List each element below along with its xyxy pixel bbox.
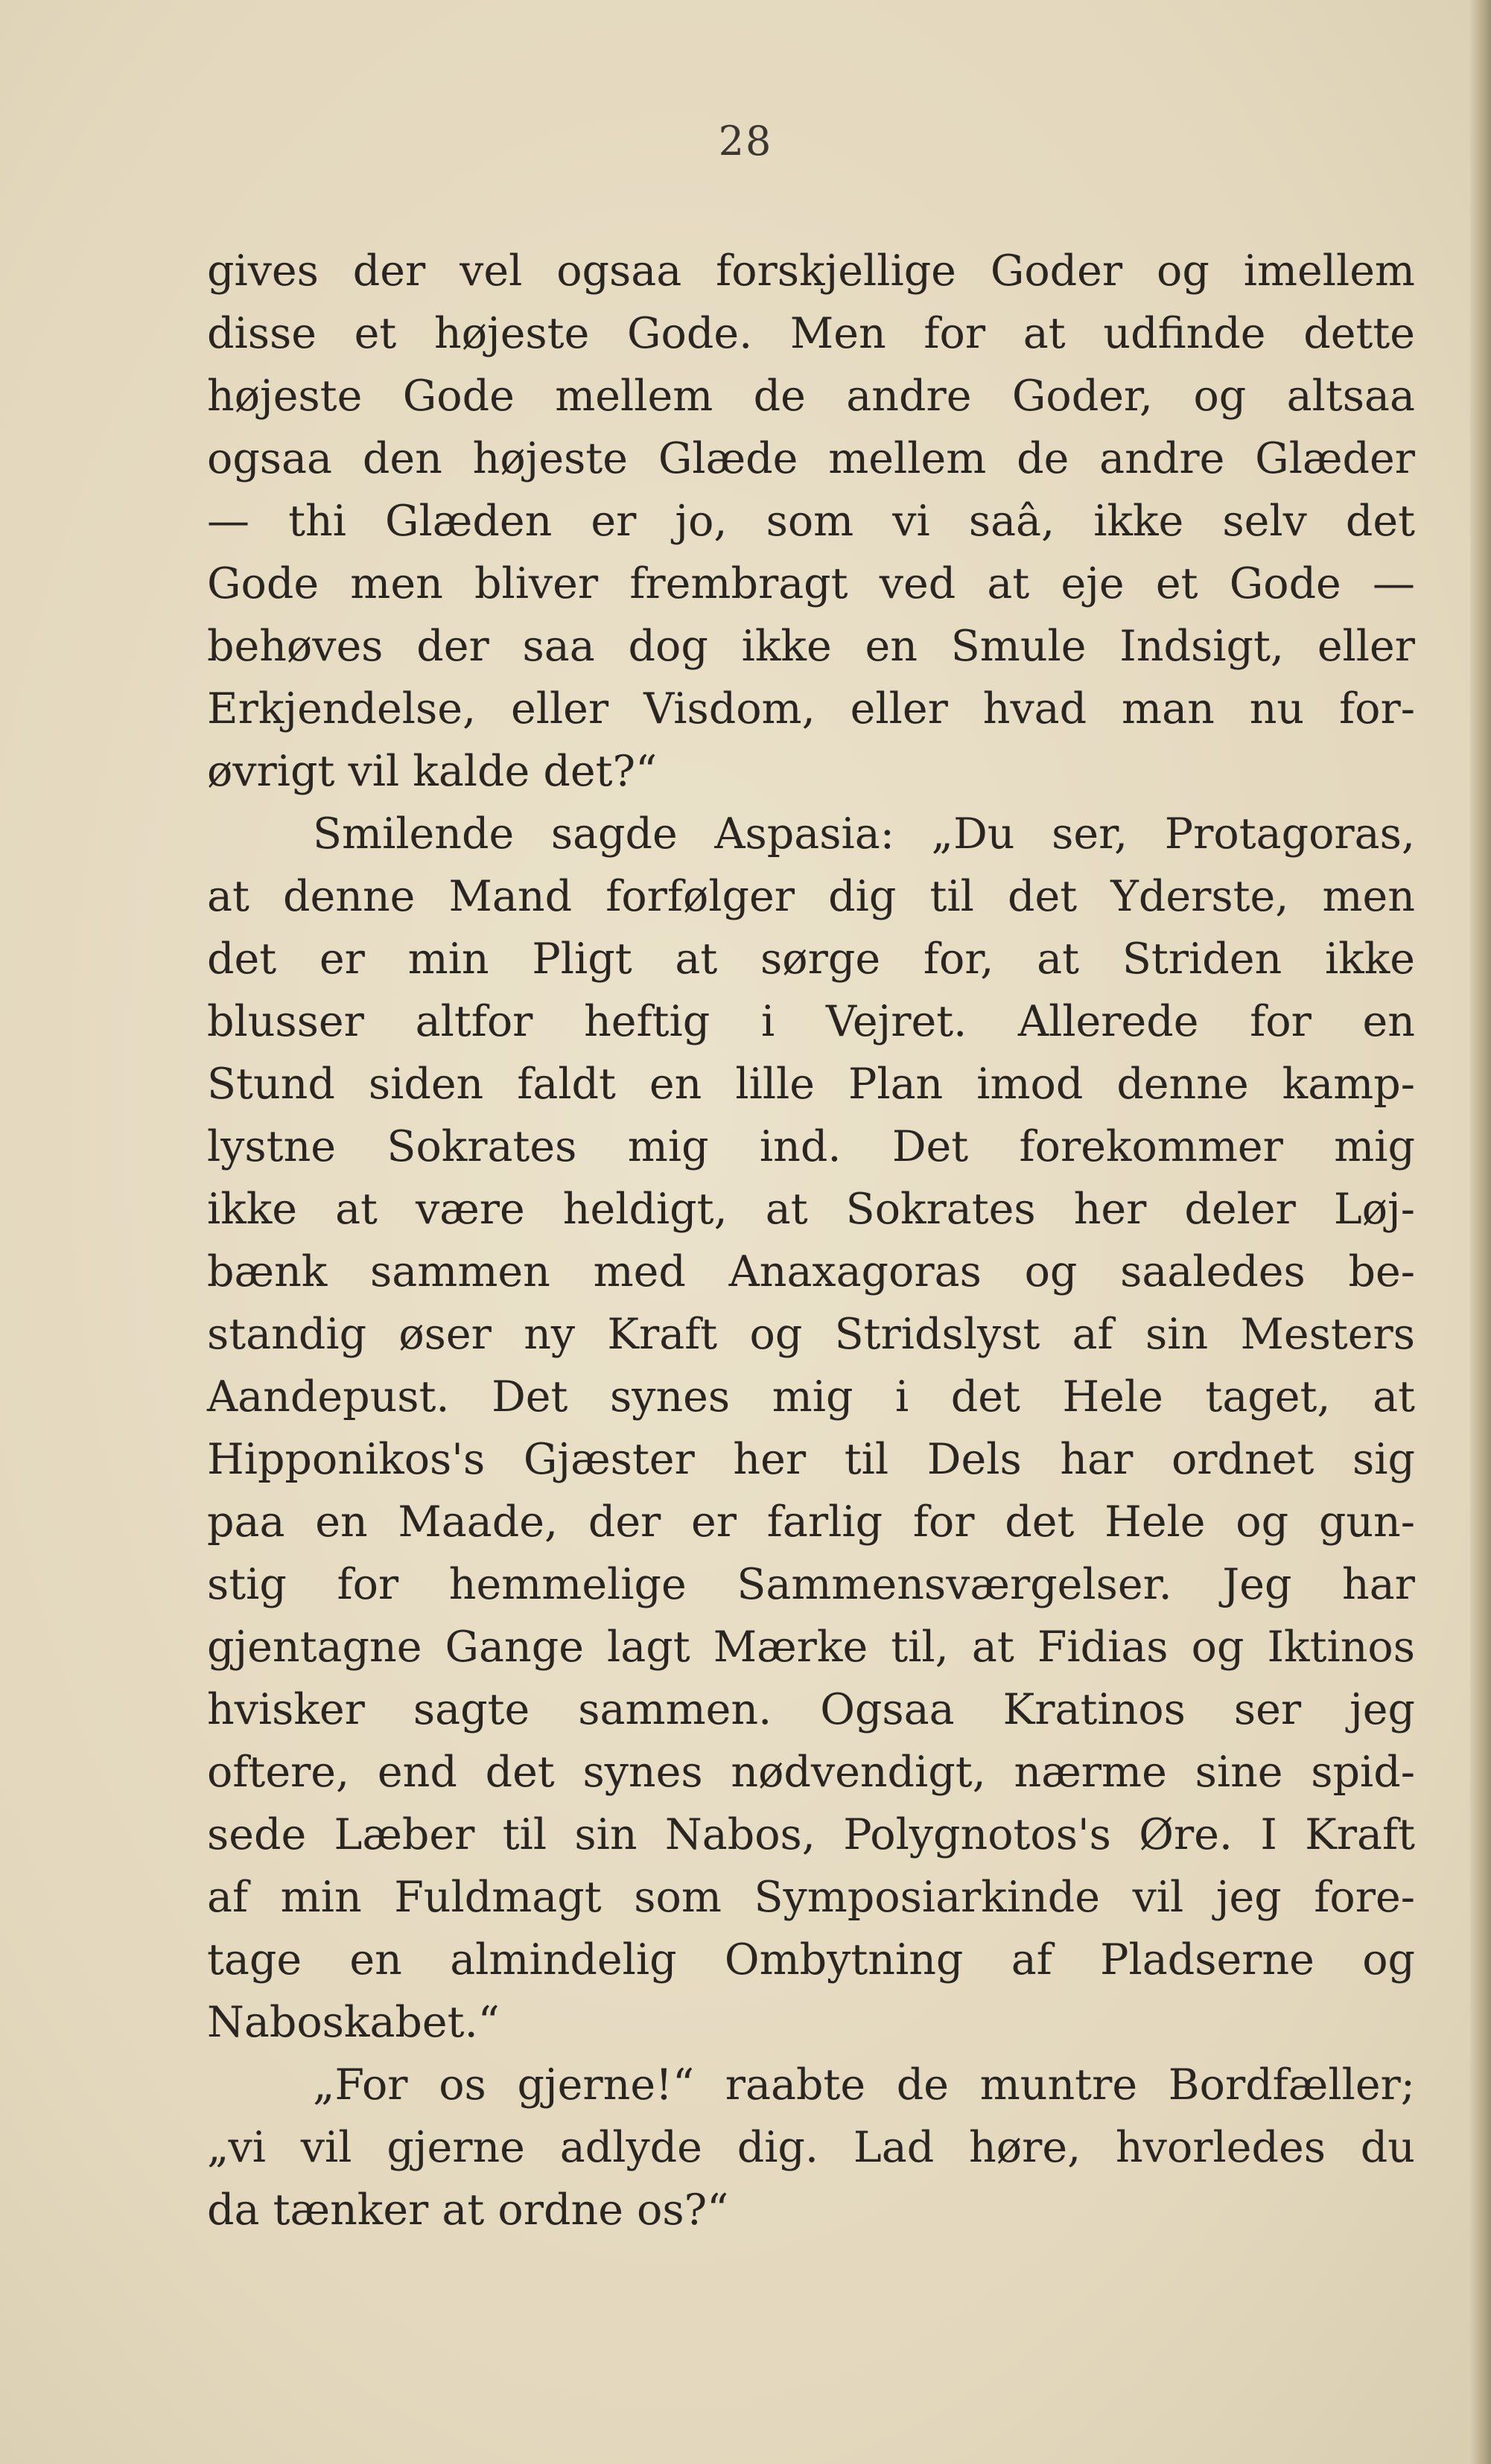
- text-line: paa en Maade, der er farlig for det Hele og gun-: [207, 1497, 1415, 1547]
- text-line: Aandepust. Det synes mig i det Hele taget, at: [207, 1372, 1415, 1422]
- text-line: gives der vel ogsaa forskjellige Goder og imellem: [207, 246, 1415, 296]
- text-line: Smilende sagde Aspasia: „Du ser, Protagoras,: [313, 809, 1415, 859]
- text-line: det er min Pligt at sørge for, at Striden ikke: [207, 935, 1415, 984]
- text-line: da tænker at ordne os?“: [207, 2186, 729, 2235]
- text-line: tage en almindelig Ombytning af Pladserne og: [207, 1935, 1415, 1984]
- text-line: gjentagne Gange lagt Mærke til, at Fidias og Iktinos: [207, 1623, 1415, 1672]
- text-line: stig for hemmelige Sammensværgelser. Jeg har: [207, 1560, 1415, 1609]
- text-line: Hipponikos's Gjæster her til Dels har ordnet sig: [207, 1435, 1415, 1484]
- text-line: Gode men bliver frembragt ved at eje et Gode —: [207, 559, 1415, 608]
- text-line: øvrigt vil kalde det?“: [207, 747, 658, 796]
- text-line: ogsaa den højeste Glæde mellem de andre Glæder: [207, 434, 1415, 483]
- text-line: af min Fuldmagt som Symposiarkinde vil jeg fore-: [207, 1873, 1415, 1922]
- text-line: standig øser ny Kraft og Stridslyst af sin Mesters: [207, 1310, 1415, 1359]
- text-line: ikke at være heldigt, at Sokrates her deler Løj-: [207, 1185, 1415, 1234]
- text-line: blusser altfor heftig i Vejret. Allerede for en: [207, 997, 1415, 1046]
- text-line: behøves der saa dog ikke en Smule Indsigt, eller: [207, 622, 1415, 671]
- text-line: „vi vil gjerne adlyde dig. Lad høre, hvorledes du: [207, 2123, 1415, 2172]
- body-text: [207, 240, 1415, 2241]
- text-line: at denne Mand forfølger dig til det Yderste, men: [207, 872, 1415, 921]
- text-line: hvisker sagte sammen. Ogsaa Kratinos ser jeg: [207, 1685, 1415, 1734]
- text-line: — thi Glæden er jo, som vi saâ, ikke selv det: [207, 497, 1415, 546]
- text-line: „For os gjerne!“ raabte de muntre Bordfæller;: [313, 2060, 1415, 2110]
- page-edge: [1470, 0, 1491, 2464]
- text-line: disse et højeste Gode. Men for at udfinde dette: [207, 309, 1415, 358]
- text-line: sede Læber til sin Nabos, Polygnotos's Øre. I Kraft: [207, 1810, 1415, 1859]
- text-line: Naboskabet.“: [207, 1998, 500, 2047]
- text-line: oftere, end det synes nødvendigt, nærme sine spid-: [207, 1748, 1415, 1797]
- text-line: højeste Gode mellem de andre Goder, og altsaa: [207, 372, 1415, 421]
- text-line: bænk sammen med Anaxagoras og saaledes be-: [207, 1247, 1415, 1296]
- page-number: 28: [718, 118, 773, 165]
- text-line: Stund siden faldt en lille Plan imod denne kamp-: [207, 1060, 1415, 1109]
- text-line: lystne Sokrates mig ind. Det forekommer mig: [207, 1122, 1415, 1171]
- text-line: Erkjendelse, eller Visdom, eller hvad man nu for-: [207, 684, 1415, 733]
